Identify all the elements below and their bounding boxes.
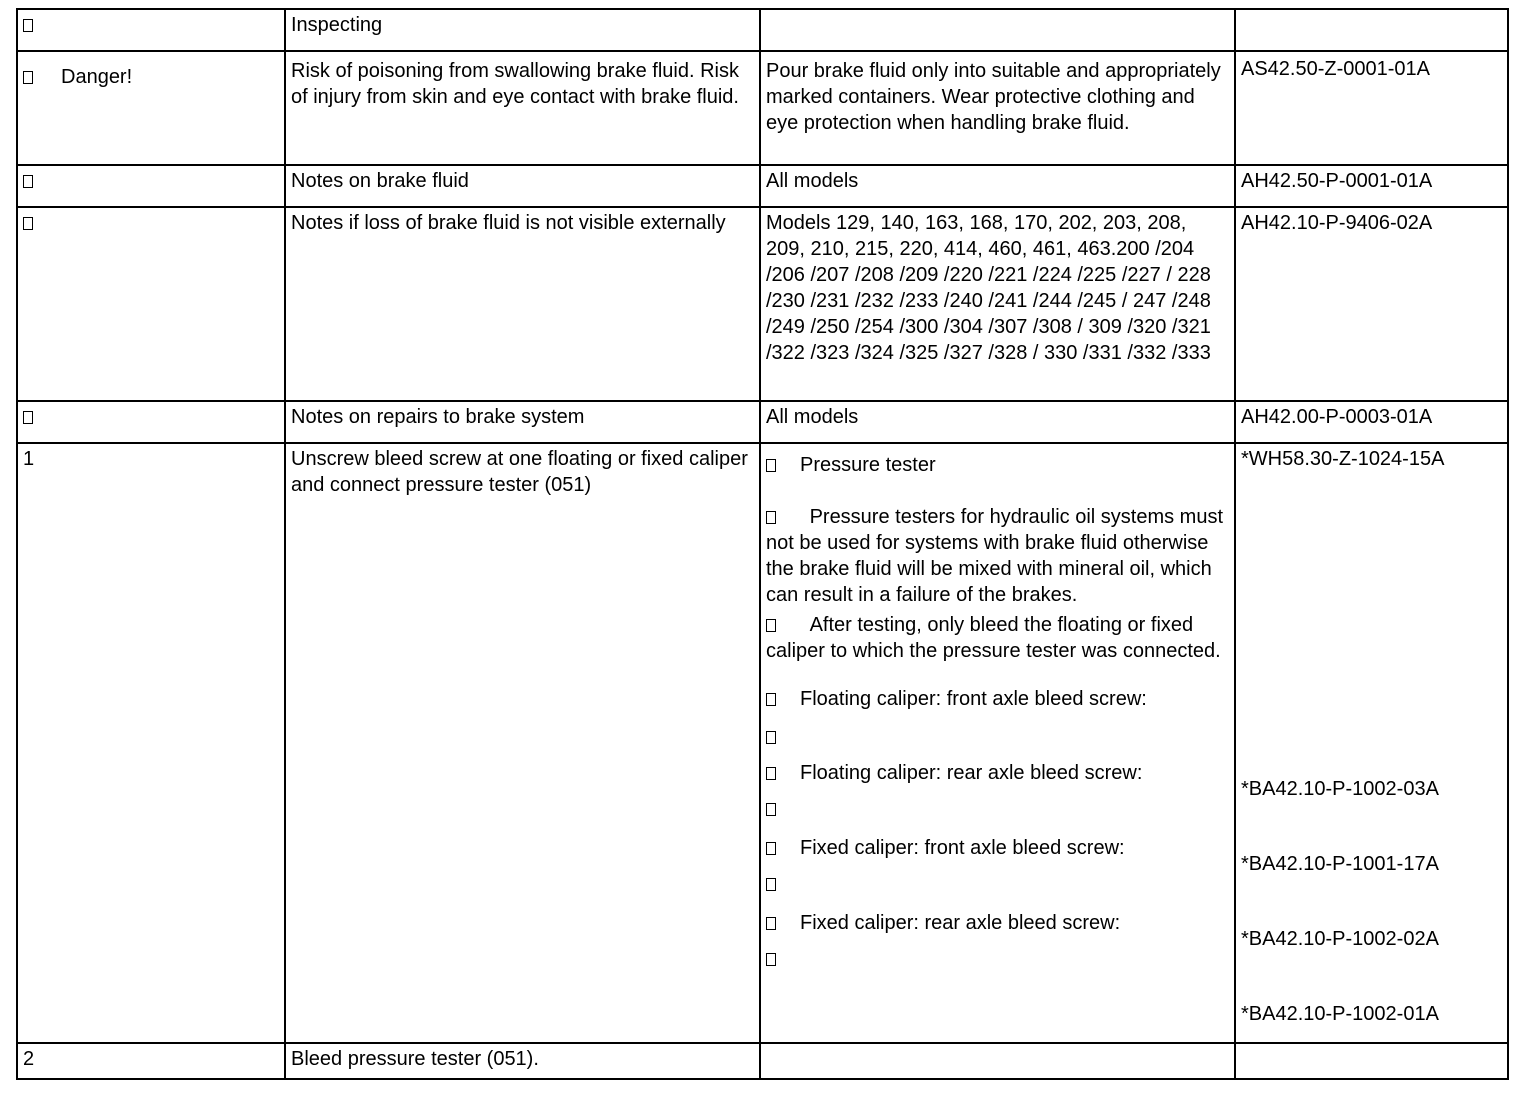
checkbox-icon <box>23 71 33 84</box>
info-cell <box>760 51 1235 165</box>
action-cell: Inspecting <box>285 9 760 51</box>
checkbox-icon <box>23 411 33 424</box>
table-row <box>17 401 1508 443</box>
ref-cell[interactable]: AH42.10-P-9406-02A <box>1235 207 1508 401</box>
danger-label: Danger! <box>61 66 133 88</box>
screw-ref-link[interactable]: *BA42.10-P-1002-01A <box>1241 1003 1439 1025</box>
procedure-table <box>16 8 1509 1080</box>
checkbox-icon <box>23 19 33 32</box>
danger-text: Risk of poisoning from swallowing brake fluid. Risk of injury from skin and eye contact with brake fluid. <box>291 60 739 108</box>
step-cell <box>17 207 285 401</box>
info-cell: Models 129, 140, 163, 168, 170, 202, 203, 208, 209, 210, 215, 220, 414, 460, 461, 463.200 /204 /206 /207 /208 /209 /220 /221 /224 /225 /227 / 228 /230 /231 /232 /233 /240 /241 /244 /245 / 247 /248 /249 /250 /254 /300 /304 /307 /308 / 309 /320 /321 /322 /323 /324 /325 /327 /328 / 330 /331 /332 /333 <box>760 207 1235 401</box>
info-cell: All models <box>760 401 1235 443</box>
ref-cell <box>1235 1043 1508 1079</box>
screw-ref-link[interactable]: *BA42.10-P-1002-02A <box>1241 928 1439 950</box>
checkbox-icon <box>766 619 776 632</box>
step-cell <box>17 401 285 443</box>
tool-ref-link[interactable]: *WH58.30-Z-1024-15A <box>1241 448 1445 470</box>
checkbox-icon <box>23 217 33 230</box>
step-cell <box>17 165 285 207</box>
danger-remedy: Pour brake fluid only into suitable and appropriately marked containers. Wear protective clothing and eye protection when handling brake fluid. <box>766 60 1221 134</box>
action-cell: Bleed pressure tester (051). <box>285 1043 760 1079</box>
action-cell <box>285 51 760 165</box>
action-cell: Unscrew bleed screw at one floating or fixed caliper and connect pressure tester (051) <box>285 443 760 1043</box>
table-row <box>17 51 1508 165</box>
tool-name: Pressure tester <box>800 454 936 476</box>
checkbox-icon <box>23 175 33 188</box>
screw-label: Fixed caliper: rear axle bleed screw: <box>800 912 1121 934</box>
action-cell: Notes on brake fluid <box>285 165 760 207</box>
note-hydraulic: Pressure testers for hydraulic oil systems must not be used for systems with brake fluid otherwise the brake fluid will be mixed with mineral oil, which can result in a failure of the brakes. <box>766 506 1224 606</box>
step-cell: 1 <box>17 443 285 1043</box>
table-row <box>17 443 1508 1043</box>
info-cell <box>760 1043 1235 1079</box>
ref-cell[interactable]: AH42.50-P-0001-01A <box>1235 165 1508 207</box>
ref-cell[interactable]: AH42.00-P-0003-01A <box>1235 401 1508 443</box>
step-cell: 2 <box>17 1043 285 1079</box>
step-cell <box>17 51 285 165</box>
ref-cell <box>1235 443 1508 1043</box>
table-row <box>17 9 1508 51</box>
checkbox-icon <box>766 803 776 816</box>
info-cell: All models <box>760 165 1235 207</box>
info-cell <box>760 443 1235 1043</box>
info-cell <box>760 9 1235 51</box>
ref-cell <box>1235 9 1508 51</box>
screw-label: Fixed caliper: front axle bleed screw: <box>800 837 1125 859</box>
screw-label: Floating caliper: rear axle bleed screw: <box>800 762 1143 784</box>
screw-label: Floating caliper: front axle bleed screw: <box>800 688 1147 710</box>
note-bleed: After testing, only bleed the floating or fixed caliper to which the pressure tester was connected. <box>766 614 1221 662</box>
checkbox-icon <box>766 917 776 930</box>
ref-cell <box>1235 51 1508 165</box>
doc-ref-link[interactable]: AS42.50-Z-0001-01A <box>1241 58 1431 80</box>
action-cell: Notes if loss of brake fluid is not visible externally <box>285 207 760 401</box>
checkbox-icon <box>766 953 776 966</box>
checkbox-icon <box>766 693 776 706</box>
checkbox-icon <box>766 767 776 780</box>
table-row <box>17 165 1508 207</box>
screw-ref-link[interactable]: *BA42.10-P-1001-17A <box>1241 853 1439 875</box>
checkbox-icon <box>766 842 776 855</box>
checkbox-icon <box>766 459 776 472</box>
step-cell <box>17 9 285 51</box>
table-row <box>17 207 1508 401</box>
checkbox-icon <box>766 511 776 524</box>
table-row <box>17 1043 1508 1079</box>
action-cell: Notes on repairs to brake system <box>285 401 760 443</box>
checkbox-icon <box>766 731 776 744</box>
screw-ref-link[interactable]: *BA42.10-P-1002-03A <box>1241 778 1439 800</box>
checkbox-icon <box>766 878 776 891</box>
